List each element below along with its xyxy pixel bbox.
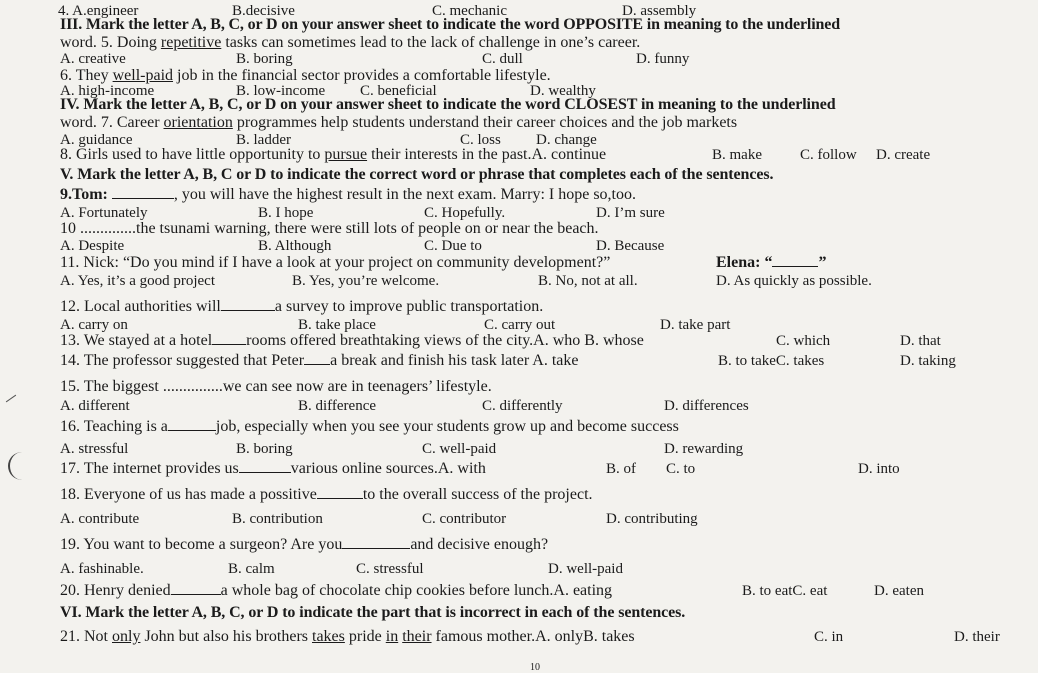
q8-stem: 8. Girls used to have little opportunity to pursue their interests in the past.A. continue <box>60 146 607 163</box>
q4-option-c: C. mechanic <box>432 3 507 19</box>
q8-option-b: B. make <box>712 147 762 163</box>
q17-option-b: B. of <box>606 461 636 477</box>
q21-option-c: C. in <box>814 629 844 645</box>
q6-option-b: B. low-income <box>236 83 326 99</box>
q17-stem: 17. The internet provides us various online sources.A. with <box>60 460 486 477</box>
q13-option-d: D. that <box>900 333 941 349</box>
q7-option-a: A. guidance <box>60 132 133 148</box>
section-5-heading-text: V. Mark the letter A, B, C or D to indicate the correct word or phrase that completes each of the sentences. <box>60 166 774 183</box>
q18-options <box>0 510 1038 534</box>
q11-option-d: D. As quickly as possible. <box>716 273 872 289</box>
q6-stem: 6. They well-paid job in the financial sector provides a comfortable lifestyle. <box>60 67 551 84</box>
q15-blank: ............... <box>162 378 223 395</box>
q6-option-a: A. high-income <box>60 83 155 99</box>
q5-underlined-word: repetitive <box>160 34 222 51</box>
question-21 <box>0 628 1038 652</box>
q18-option-b: B. contribution <box>232 511 323 527</box>
q5-option-a: A. creative <box>60 51 126 67</box>
q9-option-d: D. I’m sure <box>596 205 665 221</box>
q19-options <box>0 560 1038 584</box>
q11-option-c: B. No, not at all. <box>538 273 638 289</box>
question-19 <box>0 536 1038 560</box>
q9-option-c: C. Hopefully. <box>424 205 506 221</box>
q10-option-a: A. Despite <box>60 238 125 254</box>
q16-option-a: A. stressful <box>60 441 129 457</box>
q13-option-c: C. which <box>776 333 831 349</box>
q19-option-c: C. stressful <box>356 561 424 577</box>
q5-stem: word. 5. Doing repetitive tasks can sometimes lead to the lack of challenge in one’s career. <box>60 34 641 51</box>
q10-option-b: B. Although <box>258 238 332 254</box>
section-6-heading <box>0 604 1038 628</box>
q19-option-b: B. calm <box>228 561 275 577</box>
q19-option-a: A. fashinable. <box>60 561 144 577</box>
q7-stem: word. 7. Career orientation programmes help students understand their career choices and the job markets <box>60 114 738 131</box>
q14-stem: 14. The professor suggested that Peter a break and finish his task later A. take <box>60 352 579 369</box>
q5-option-c: C. dull <box>482 51 523 67</box>
q15-option-c: C. differently <box>482 398 563 414</box>
q9-stem: 9.Tom: , you will have the highest result in the next exam. Marry: I hope so,too. <box>60 186 636 203</box>
q7-underlined-word: orientation <box>163 114 233 131</box>
q4-option-b: B.decisive <box>232 3 295 19</box>
section-3-heading-text: III. Mark the letter A, B, C, or D on your answer sheet to indicate the word OPPOSITE in meaning to the underlined <box>60 16 840 33</box>
q12-option-b: B. take place <box>298 317 376 333</box>
q21-part-c: in <box>385 628 399 645</box>
q21-part-b: takes <box>312 628 345 645</box>
q20-stem: 20. Henry denied a whole bag of chocolate chip cookies before lunch.A. eating <box>60 582 613 599</box>
question-16 <box>0 418 1038 442</box>
q9-option-b: B. I hope <box>258 205 314 221</box>
q18-option-d: D. contributing <box>606 511 698 527</box>
q18-option-a: A. contribute <box>60 511 140 527</box>
q11-options <box>0 272 1038 296</box>
q10-option-d: D. Because <box>596 238 665 254</box>
q20-option-b: B. to eatC. eat <box>742 583 828 599</box>
q8-underlined-word: pursue <box>324 146 368 163</box>
q16-option-d: D. rewarding <box>664 441 744 457</box>
q10-blank: .............. <box>80 220 136 237</box>
q6-option-c: C. beneficial <box>360 83 437 99</box>
q18-option-c: C. contributor <box>422 511 507 527</box>
q21-stem: 21. Not only John but also his brothers takes pride in their famous mother.A. onlyB. takes <box>60 628 635 645</box>
q21-part-d: their <box>402 628 432 645</box>
q10-option-c: C. Due to <box>424 238 482 254</box>
q14-option-b: B. to takeC. takes <box>718 353 825 369</box>
q15-stem: 15. The biggest ...............we can see now are in teenagers’ lifestyle. <box>60 378 492 395</box>
q5-option-b: B. boring <box>236 51 293 67</box>
q16-option-b: B. boring <box>236 441 293 457</box>
q21-part-a: only <box>112 628 141 645</box>
q15-option-d: D. differences <box>664 398 749 414</box>
q6-option-d: D. wealthy <box>530 83 596 99</box>
q19-option-d: D. well-paid <box>548 561 623 577</box>
q12-option-d: D. take part <box>660 317 731 333</box>
q17-option-c: C. to <box>666 461 696 477</box>
question-20 <box>0 582 1038 606</box>
q10-stem: 10 ..............the tsunami warning, there were still lots of people on or near the beach. <box>60 220 599 237</box>
section-6-heading-text: VI. Mark the letter A, B, C, or D to indicate the part that is incorrect in each of the sentences. <box>60 604 686 621</box>
q7-option-c: C. loss <box>460 132 501 148</box>
question-17 <box>0 460 1038 484</box>
q16-option-c: C. well-paid <box>422 441 497 457</box>
q13-stem: 13. We stayed at a hotel rooms offered breathtaking views of the city.A. who B. whose <box>60 332 644 349</box>
q21-option-d: D. their <box>954 629 1000 645</box>
q7-option-d: D. change <box>536 132 597 148</box>
q12-option-c: C. carry out <box>484 317 556 333</box>
q18-stem: 18. Everyone of us has made a possitive to the overall success of the project. <box>60 486 593 503</box>
q17-option-d: D. into <box>858 461 900 477</box>
q14-option-d: D. taking <box>900 353 956 369</box>
q7-option-b: B. ladder <box>236 132 291 148</box>
q5-option-d: D. funny <box>636 51 690 67</box>
q12-option-a: A. carry on <box>60 317 128 333</box>
q6-underlined-word: well-paid <box>112 67 174 84</box>
q11-option-a: A. Yes, it’s a good project <box>60 273 215 289</box>
q11-stem: 11. Nick: “Do you mind if I have a look at your project on community development?” <box>60 254 611 271</box>
q20-option-d: D. eaten <box>874 583 924 599</box>
q15-option-a: A. different <box>60 398 130 414</box>
q19-stem: 19. You want to become a surgeon? Are you and decisive enough? <box>60 536 549 553</box>
q16-stem: 16. Teaching is a job, especially when you see your students grow up and become success <box>60 418 679 435</box>
q8-option-c: C. follow <box>800 147 857 163</box>
page-footer-mark: 10 <box>530 662 540 673</box>
question-14 <box>0 352 1038 376</box>
q9-option-a: A. Fortunately <box>60 205 148 221</box>
q15-option-b: B. difference <box>298 398 377 414</box>
q11-option-b: B. Yes, you’re welcome. <box>292 273 440 289</box>
q11-elena: Elena: “ ” <box>716 254 827 271</box>
q9-blank <box>112 186 174 199</box>
q12-stem: 12. Local authorities will a survey to improve public transportation. <box>60 298 544 315</box>
question-18 <box>0 486 1038 510</box>
q4-option-d: D. assembly <box>622 3 697 19</box>
section-4-heading-text: IV. Mark the letter A, B, C, or D on your answer sheet to indicate the word CLOSEST in meaning to the underlined <box>60 96 836 113</box>
q8-option-d: D. create <box>876 147 931 163</box>
q4-option-a: 4. A.engineer <box>58 3 139 19</box>
